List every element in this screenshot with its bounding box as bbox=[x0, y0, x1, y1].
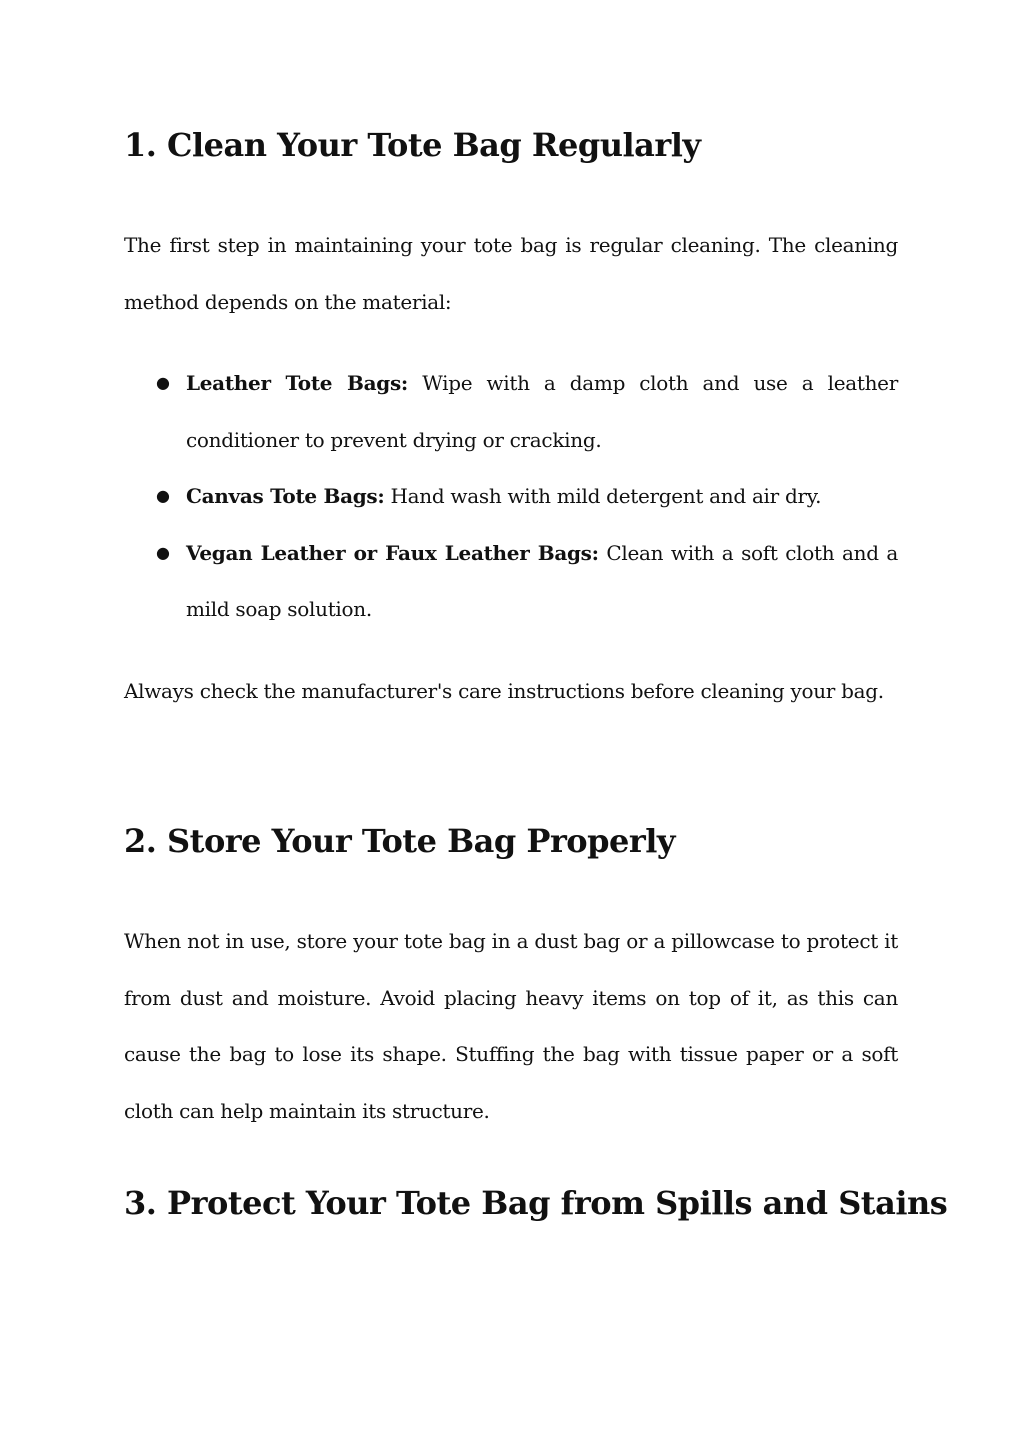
list-item bbox=[124, 355, 898, 468]
list-item-term: Canvas Tote Bags: bbox=[186, 484, 385, 508]
material-list bbox=[124, 355, 898, 638]
section-3-heading: 3. Protect Your Tote Bag from Spills and Stains bbox=[124, 1184, 948, 1222]
list-item bbox=[124, 468, 898, 525]
section-1-intro: The first step in maintaining your tote bag is regular cleaning. The cleaning method depends on the material: bbox=[124, 233, 898, 314]
list-item bbox=[124, 525, 898, 638]
bullet-icon: ● bbox=[156, 542, 170, 562]
list-item-text: Clean with a soft cloth and a mild soap solution. bbox=[186, 540, 898, 621]
section-1-heading: 1. Clean Your Tote Bag Regularly bbox=[124, 126, 701, 164]
list-item-term: Leather Tote Bags: bbox=[186, 371, 409, 395]
bullet-icon: ● bbox=[156, 486, 170, 505]
bullet-icon: ● bbox=[156, 373, 170, 392]
list-item-term: Vegan Leather or Faux Leather Bags: bbox=[186, 540, 599, 565]
section-2-heading: 2. Store Your Tote Bag Properly bbox=[124, 822, 675, 860]
section-1-outro: Always check the manufacturer's care instructions before cleaning your bag. bbox=[124, 679, 884, 703]
section-2-body: When not in use, store your tote bag in a dust bag or a pillowcase to protect it from dust and moisture. Avoid placing heavy items on top of it, as this can cause the bag to lose its shape. Stuffing the bag with tissue paper or a soft cloth can help maintain its structure. bbox=[124, 929, 898, 1123]
list-item-text: Hand wash with mild detergent and air dry. bbox=[384, 484, 822, 508]
list-item-text: Wipe with a damp cloth and use a leather conditioner to prevent drying or cracking. bbox=[186, 371, 898, 452]
